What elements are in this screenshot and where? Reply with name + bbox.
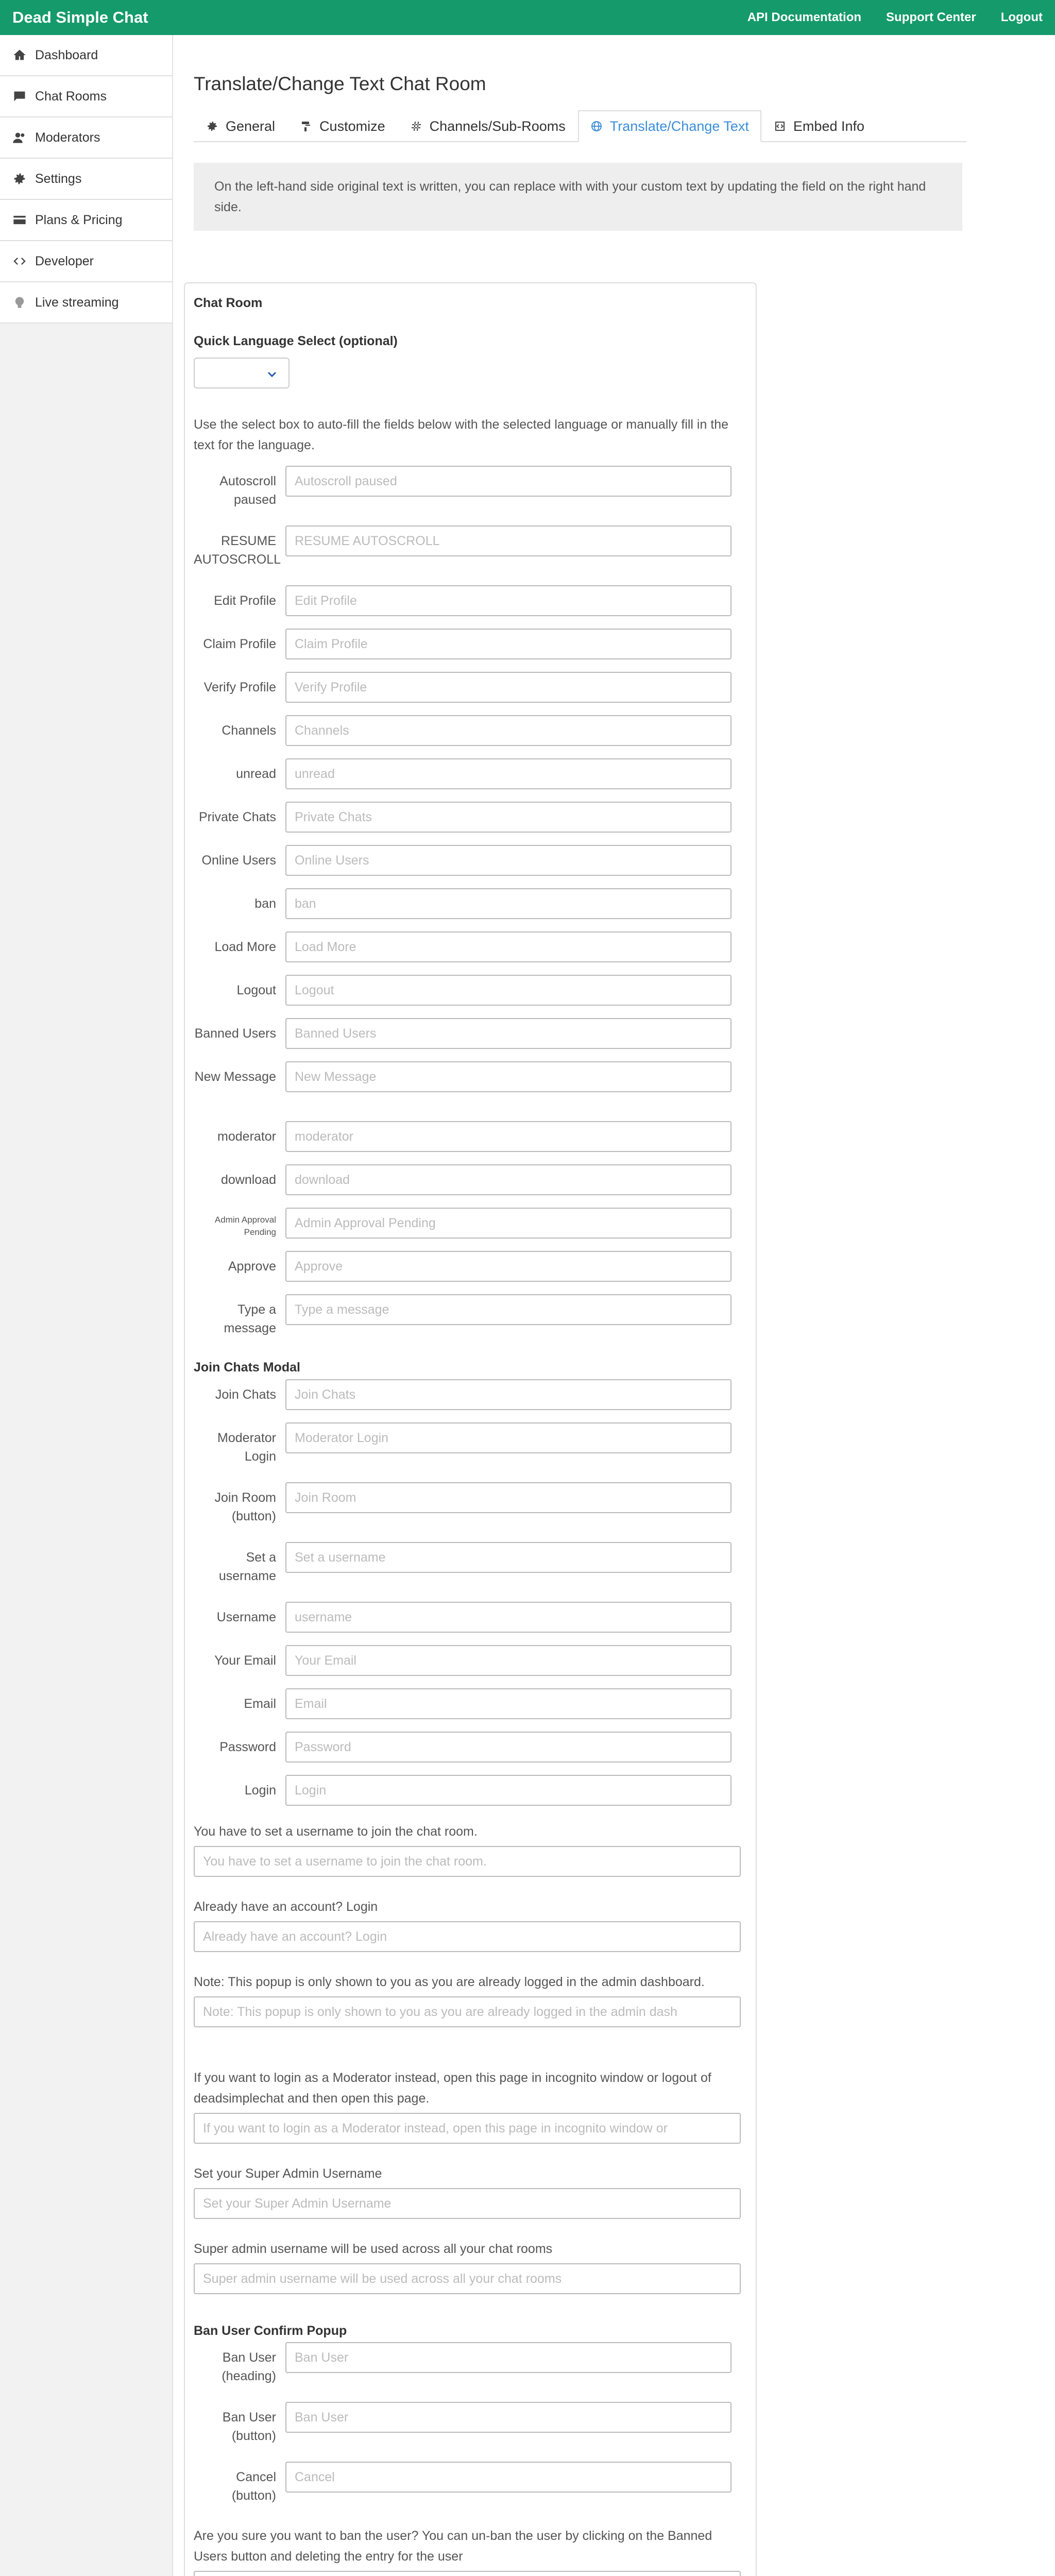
section-title-join-chats: Join Chats Modal xyxy=(194,1360,300,1375)
label-password: Password xyxy=(219,1740,276,1754)
paint-roller-icon xyxy=(300,120,312,132)
users-icon xyxy=(12,130,27,145)
full-field-input[interactable] xyxy=(194,2113,741,2144)
form-row xyxy=(194,2342,731,2385)
label-admin-approval-pending: Admin Approval Pending xyxy=(214,1215,276,1237)
input-admin-approval-pending[interactable] xyxy=(285,1208,731,1239)
form-row xyxy=(194,975,731,1006)
form-row xyxy=(194,1542,731,1585)
top-navbar xyxy=(0,0,1055,35)
label-ban-user-heading: Ban User (heading) xyxy=(222,2350,276,2383)
label-set-a-username: Set a username xyxy=(218,1550,276,1583)
sidebar-item-label: Settings xyxy=(35,171,82,186)
full-field-input[interactable] xyxy=(194,2188,741,2219)
label-moderator-login: Moderator Login xyxy=(217,1431,276,1464)
top-links xyxy=(747,10,1043,25)
form-row xyxy=(194,466,731,509)
label-download: download xyxy=(220,1173,276,1187)
tab-customize[interactable] xyxy=(287,110,398,142)
full-field xyxy=(194,2239,741,2294)
form-row xyxy=(194,629,731,659)
full-field-input[interactable] xyxy=(194,1846,741,1877)
sidebar-item-live-streaming[interactable] xyxy=(0,282,172,324)
label-private-chats: Private Chats xyxy=(198,810,276,824)
form-row xyxy=(194,715,731,746)
input-join-chats[interactable] xyxy=(285,1379,731,1410)
form-row xyxy=(194,1775,731,1806)
form-row xyxy=(194,1422,731,1466)
sidebar-item-label: Developer xyxy=(35,253,94,268)
input-username[interactable] xyxy=(285,1602,731,1633)
sidebar-item-settings[interactable] xyxy=(0,159,172,200)
hashtag-icon xyxy=(410,120,422,132)
full-field-input[interactable] xyxy=(194,1996,741,2027)
label-approve: Approve xyxy=(228,1259,276,1274)
label-new-message: New Message xyxy=(194,1070,276,1084)
form-row xyxy=(194,1602,731,1633)
tab-label: Customize xyxy=(319,118,385,134)
form-row xyxy=(194,1482,731,1526)
brand-logo[interactable]: Dead Simple Chat xyxy=(12,8,148,26)
form-row xyxy=(194,1645,731,1676)
full-field-input[interactable] xyxy=(194,1921,741,1952)
label-your-email: Your Email xyxy=(214,1653,276,1668)
notice-box: On the left-hand side original text is written, you can replace with with your custom text by updating the field on the right hand side. xyxy=(194,163,962,231)
input-new-message[interactable] xyxy=(285,1061,731,1092)
form-row xyxy=(194,1018,731,1049)
input-load-more[interactable] xyxy=(285,931,731,962)
label-logout: Logout xyxy=(236,983,276,997)
tab-embed-info[interactable] xyxy=(761,110,877,142)
full-field xyxy=(194,1896,741,1952)
full-field-input[interactable] xyxy=(194,2263,741,2294)
input-edit-profile[interactable] xyxy=(285,585,731,616)
form-row xyxy=(194,1061,731,1092)
form-row xyxy=(194,1164,731,1195)
input-approve[interactable] xyxy=(285,1251,731,1282)
label-claim-profile: Claim Profile xyxy=(203,637,276,651)
input-your-email[interactable] xyxy=(285,1645,731,1676)
form-row xyxy=(194,2402,731,2445)
label-login: Login xyxy=(244,1783,276,1798)
form-row xyxy=(194,672,731,703)
sidebar-item-moderators[interactable] xyxy=(0,117,172,159)
input-banned-users[interactable] xyxy=(285,1018,731,1049)
form-row xyxy=(194,1208,731,1239)
gear-icon xyxy=(12,172,27,186)
full-field xyxy=(194,2163,741,2219)
globe-icon xyxy=(590,120,603,132)
form-row xyxy=(194,802,731,833)
main-content xyxy=(194,35,966,231)
input-cancel-button[interactable] xyxy=(285,2462,731,2493)
chat-icon xyxy=(12,89,27,104)
input-ban-user-button[interactable] xyxy=(285,2402,731,2433)
input-login[interactable] xyxy=(285,1775,731,1806)
full-field xyxy=(194,1821,741,1877)
input-claim-profile[interactable] xyxy=(285,629,731,659)
label-join-room-button: Join Room (button) xyxy=(214,1490,276,1523)
sidebar-item-label: Live streaming xyxy=(35,295,119,310)
input-online-users[interactable] xyxy=(285,845,731,876)
page-title: Translate/Change Text Chat Room xyxy=(194,73,486,94)
input-verify-profile[interactable] xyxy=(285,672,731,703)
full-field-label: You have to set a username to join the chat room. xyxy=(194,1824,478,1839)
input-download[interactable] xyxy=(285,1164,731,1195)
form-row xyxy=(194,1294,731,1337)
full-field-input[interactable] xyxy=(194,2571,741,2576)
form-row xyxy=(194,585,731,616)
form-row xyxy=(194,2462,731,2505)
sidebar-item-chat-rooms[interactable] xyxy=(0,76,172,117)
label-ban-user-button: Ban User (button) xyxy=(222,2410,276,2443)
full-field-label: If you want to login as a Moderator instead, open this page in incognito window or logout of deadsimplechat and then open this page. xyxy=(194,2071,711,2106)
form-row xyxy=(194,845,731,876)
form-row xyxy=(194,1251,731,1282)
sidebar-item-label: Moderators xyxy=(35,130,100,145)
stream-icon xyxy=(12,295,27,310)
label-verify-profile: Verify Profile xyxy=(203,680,276,694)
quick-language-help: Use the select box to auto-fill the fields below with the selected language or manually fill in the text for the language. xyxy=(194,417,729,452)
label-moderator: moderator xyxy=(217,1129,276,1144)
label-type-a-message: Type a message xyxy=(224,1302,276,1335)
section-title-chat-room: Chat Room xyxy=(194,296,263,310)
tab-label: Channels/Sub-Rooms xyxy=(429,118,566,134)
api-documentation-link[interactable]: API Documentation xyxy=(747,10,862,24)
input-ban-user-heading[interactable] xyxy=(285,2342,731,2373)
tab-label: Translate/Change Text xyxy=(609,118,749,134)
input-set-a-username[interactable] xyxy=(285,1542,731,1573)
tab-bar xyxy=(194,110,966,142)
sidebar-item-plans-pricing[interactable] xyxy=(0,200,172,241)
tab-general[interactable] xyxy=(194,110,287,142)
label-email: Email xyxy=(244,1697,276,1711)
chevron-down-icon xyxy=(267,369,277,379)
sidebar xyxy=(0,35,173,2576)
input-channels[interactable] xyxy=(285,715,731,746)
label-edit-profile: Edit Profile xyxy=(214,594,276,608)
input-password[interactable] xyxy=(285,1732,731,1762)
sidebar-item-label: Chat Rooms xyxy=(35,89,107,104)
form-row xyxy=(194,526,731,569)
input-email[interactable] xyxy=(285,1688,731,1719)
label-resume-autoscroll: RESUME AUTOSCROLL xyxy=(194,534,281,567)
code-icon xyxy=(12,254,27,268)
form-row xyxy=(194,1379,731,1410)
label-cancel-button: Cancel (button) xyxy=(231,2470,276,2503)
input-moderator[interactable] xyxy=(285,1121,731,1152)
logout-link[interactable]: Logout xyxy=(1000,10,1043,24)
sidebar-item-developer[interactable] xyxy=(0,241,172,282)
tab-label: Embed Info xyxy=(793,118,865,134)
full-field-label: Already have an account? Login xyxy=(194,1900,378,1914)
tab-label: General xyxy=(226,118,276,134)
sidebar-item-dashboard[interactable] xyxy=(0,35,172,76)
form-row xyxy=(194,1121,731,1152)
quick-language-select[interactable] xyxy=(194,358,290,388)
section-title-ban-user: Ban User Confirm Popup xyxy=(194,2324,347,2338)
label-join-chats: Join Chats xyxy=(215,1387,276,1402)
label-load-more: Load More xyxy=(214,940,276,954)
input-unread[interactable] xyxy=(285,758,731,789)
tab-translate[interactable] xyxy=(578,110,761,142)
quick-language-label: Quick Language Select (optional) xyxy=(194,334,398,348)
sidebar-item-label: Plans & Pricing xyxy=(35,212,123,227)
input-type-a-message[interactable] xyxy=(285,1294,731,1325)
full-field-label: Note: This popup is only shown to you as you are already logged in the admin dashboard. xyxy=(194,1975,705,1989)
card-icon xyxy=(12,213,27,227)
full-field xyxy=(194,1972,741,2027)
full-field-label: Are you sure you want to ban the user? You can un-ban the user by clicking on the Banned Users button and deleting the entry for the user xyxy=(194,2529,712,2564)
input-private-chats[interactable] xyxy=(285,802,731,833)
code-box-icon xyxy=(774,120,786,132)
label-banned-users: Banned Users xyxy=(194,1026,276,1041)
input-moderator-login[interactable] xyxy=(285,1422,731,1453)
form-row xyxy=(194,1688,731,1719)
input-ban[interactable] xyxy=(285,888,731,919)
full-field-label: Set your Super Admin Username xyxy=(194,2166,382,2181)
input-join-room-button[interactable] xyxy=(285,1482,731,1513)
label-channels: Channels xyxy=(222,723,276,738)
gear-icon xyxy=(206,120,218,132)
form-row xyxy=(194,1732,731,1762)
label-username: Username xyxy=(216,1610,276,1624)
form-row xyxy=(194,758,731,789)
full-field-label: Super admin username will be used across all your chat rooms xyxy=(194,2242,553,2256)
form-row xyxy=(194,888,731,919)
input-logout[interactable] xyxy=(285,975,731,1006)
label-online-users: Online Users xyxy=(201,853,276,868)
input-autoscroll-paused[interactable] xyxy=(285,466,731,497)
full-field xyxy=(194,2067,741,2144)
label-unread: unread xyxy=(236,767,276,781)
form-row xyxy=(194,931,731,962)
tab-channels[interactable] xyxy=(398,110,578,142)
support-center-link[interactable]: Support Center xyxy=(886,10,976,24)
input-resume-autoscroll[interactable] xyxy=(285,526,731,556)
sidebar-item-label: Dashboard xyxy=(35,47,98,62)
home-icon xyxy=(12,48,27,62)
label-autoscroll-paused: Autoscroll paused xyxy=(219,474,276,507)
full-field xyxy=(194,2526,741,2576)
label-ban: ban xyxy=(254,896,276,911)
